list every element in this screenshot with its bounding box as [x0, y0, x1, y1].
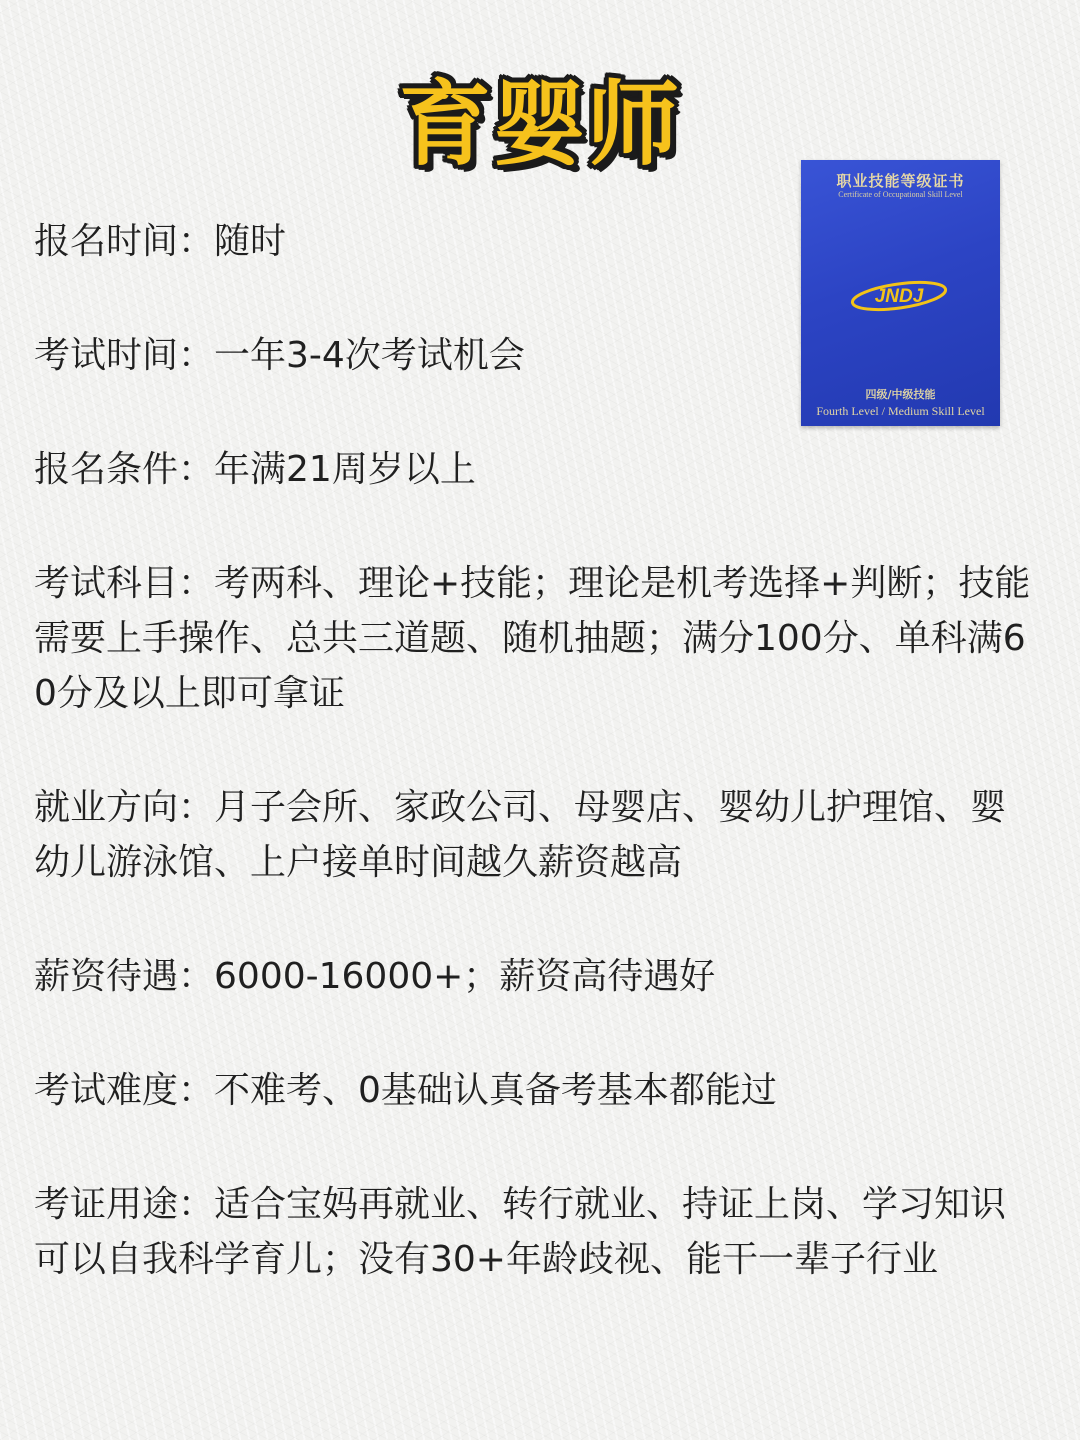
- info-list: [34, 214, 1034, 1346]
- info-label: 就业方向：: [34, 787, 215, 828]
- certificate-title-cn: 职业技能等级证书: [836, 172, 965, 190]
- info-label: 薪资待遇：: [34, 956, 215, 997]
- info-label: 考试科目：: [34, 563, 215, 604]
- info-item-difficulty: [34, 1063, 1034, 1118]
- info-value: 不难考、0基础认真备考基本都能过: [214, 1070, 777, 1111]
- certificate-level-cn: 四级/中级技能: [865, 388, 936, 401]
- info-item-exam-time: [34, 328, 1034, 383]
- info-value: 适合宝妈再就业、转行就业、持证上岗、学习知识可以自我科学育儿；没有30+年龄歧视、能干一辈子行业: [34, 1184, 1007, 1280]
- info-value: 6000-16000+；薪资高待遇好: [214, 956, 716, 997]
- info-label: 考试时间：: [34, 335, 215, 376]
- info-value: 考两科、理论+技能；理论是机考选择+判断；技能需要上手操作、总共三道题、随机抽题；满分100分、单科满60分及以上即可拿证: [34, 563, 1031, 714]
- info-item-registration-time: [34, 214, 1034, 269]
- info-label: 报名时间：: [34, 221, 215, 262]
- info-item-requirements: [34, 442, 1034, 497]
- info-value: 随时: [214, 221, 287, 262]
- certificate-title-en: Certificate of Occupational Skill Level: [838, 190, 963, 199]
- info-label: 考证用途：: [34, 1184, 215, 1225]
- page-title: 育婴师: [398, 71, 681, 178]
- info-label: 考试难度：: [34, 1070, 215, 1111]
- info-item-subjects: [34, 556, 1034, 721]
- info-item-usage: [34, 1177, 1034, 1287]
- certificate-level-en: Fourth Level / Medium Skill Level: [816, 404, 985, 418]
- info-value: 年满21周岁以上: [214, 449, 476, 490]
- info-label: 报名条件：: [34, 449, 215, 490]
- certificate-logo-text: JNDJ: [874, 286, 924, 307]
- info-value: 一年3-4次考试机会: [214, 335, 525, 376]
- info-item-salary: [34, 949, 1034, 1004]
- info-item-career: [34, 780, 1034, 890]
- info-value: 月子会所、家政公司、母婴店、婴幼儿护理馆、婴幼儿游泳馆、上户接单时间越久薪资越高: [34, 787, 1007, 883]
